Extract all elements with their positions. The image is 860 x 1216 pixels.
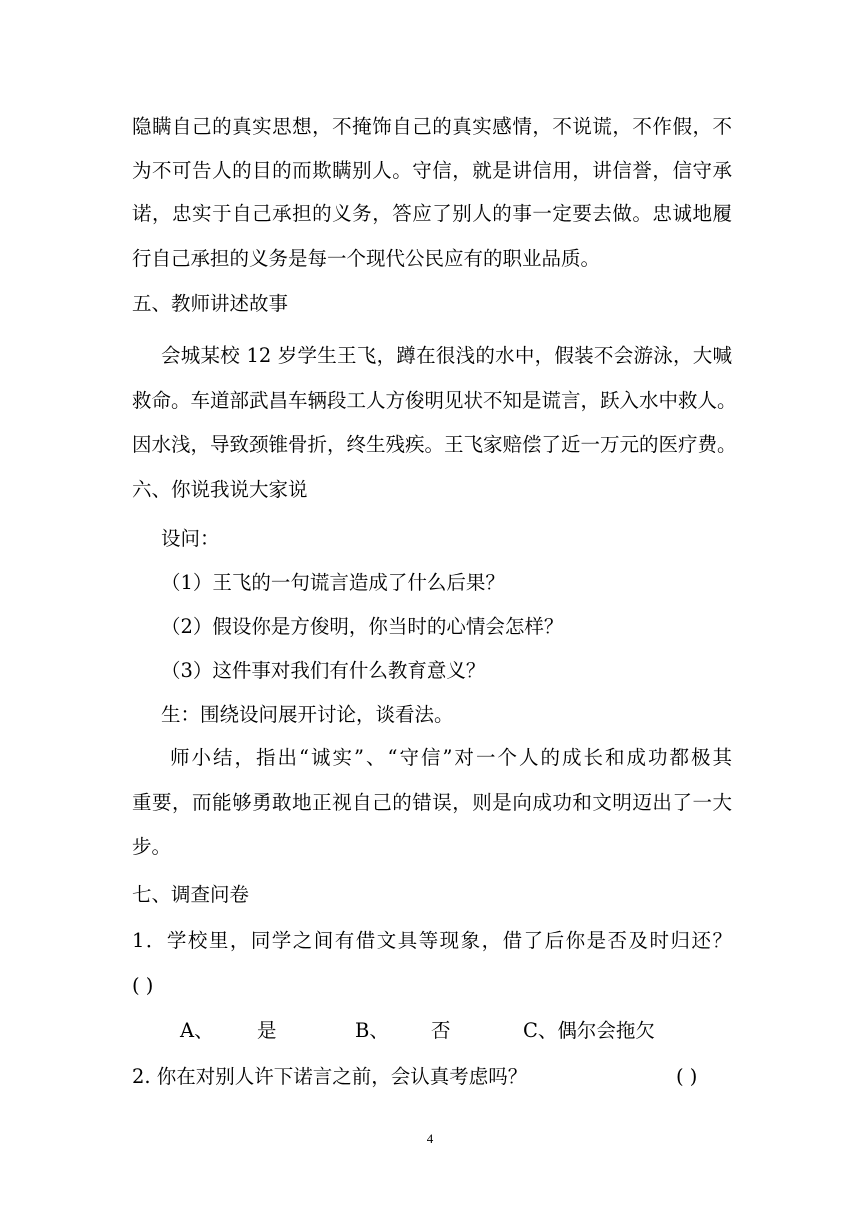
section-7-heading: 七、调查问卷 bbox=[132, 883, 250, 906]
discussion-question-1: （1）王飞的一句谎言造成了什么后果？ bbox=[161, 571, 505, 594]
survey-question-1-answer-blank: ( ) bbox=[132, 974, 154, 997]
section-5-heading: 五、教师讲述故事 bbox=[132, 292, 289, 315]
honesty-paragraph-line-1: 隐瞒自己的真实思想，不掩饰自己的真实感情，不说谎，不作假，不 bbox=[132, 115, 732, 138]
option-a-label: A、 bbox=[180, 1019, 214, 1042]
survey-question-2: 2. 你在对别人许下诺言之前，会认真考虑吗？ bbox=[132, 1065, 528, 1088]
option-b-text: 否 bbox=[431, 1019, 451, 1042]
option-a-text: 是 bbox=[257, 1019, 277, 1042]
option-c: C、偶尔会拖欠 bbox=[523, 1019, 655, 1042]
teacher-summary-line-3: 步。 bbox=[132, 835, 172, 858]
survey-question-1: 1．学校里，同学之间有借文具等现象，借了后你是否及时归还？ bbox=[132, 929, 732, 952]
honesty-paragraph-line-3: 诺，忠实于自己承担的义务，答应了别人的事一定要去做。忠诚地履 bbox=[132, 202, 732, 225]
honesty-paragraph-line-2: 为不可告人的目的而欺瞒别人。守信，就是讲信用，讲信誉，信守承 bbox=[132, 159, 732, 182]
section-6-heading: 六、你说我说大家说 bbox=[132, 478, 308, 501]
story-line-2: 救命。车道部武昌车辆段工人方俊明见状不知是谎言，跃入水中救人。 bbox=[132, 389, 737, 412]
honesty-paragraph-line-4: 行自己承担的义务是每一个现代公民应有的职业品质。 bbox=[132, 247, 601, 270]
student-activity: 生：围绕设问展开讨论，谈看法。 bbox=[161, 703, 454, 726]
page-number: 4 bbox=[426, 1131, 434, 1146]
story-line-3: 因水浅，导致颈锥骨折，终生残疾。王飞家赔偿了近一万元的医疗费。 bbox=[132, 433, 737, 456]
teacher-summary-line-1: 师小结，指出“诚实”、“守信”对一个人的成长和成功都极其 bbox=[170, 746, 732, 769]
teacher-summary-line-2: 重要，而能够勇敢地正视自己的错误，则是向成功和文明迈出了一大 bbox=[132, 791, 732, 814]
story-line-1: 会城某校 12 岁学生王飞，蹲在很浅的水中，假装不会游泳，大喊 bbox=[161, 344, 732, 367]
question-intro: 设问： bbox=[161, 527, 220, 550]
survey-question-2-answer-blank: ( ) bbox=[676, 1065, 698, 1088]
discussion-question-3: （3）这件事对我们有什么教育意义？ bbox=[161, 659, 486, 682]
discussion-question-2: （2）假设你是方俊明，你当时的心情会怎样？ bbox=[161, 615, 564, 638]
option-b-label: B、 bbox=[355, 1019, 389, 1042]
